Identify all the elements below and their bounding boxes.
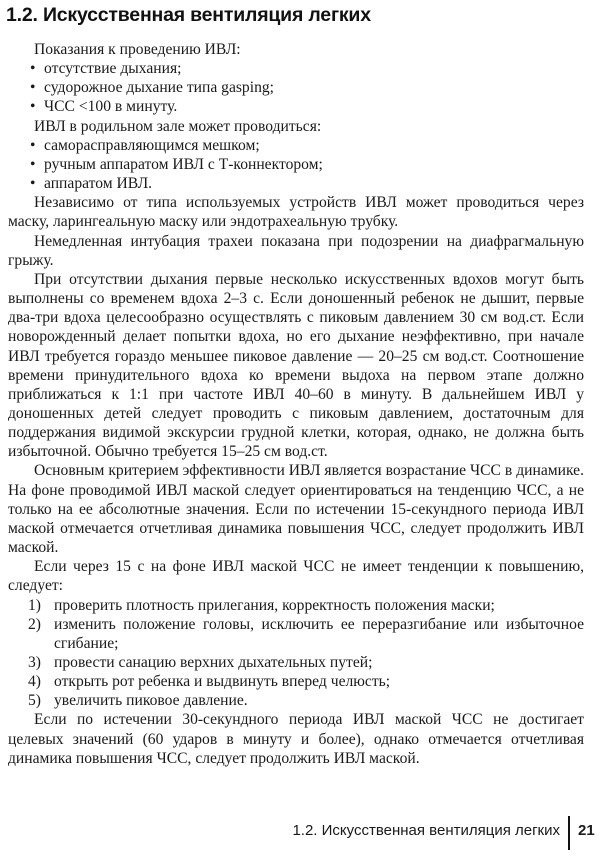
page-number: 21 — [578, 822, 595, 839]
numbered-item: 4) открыть рот ребенка и выдвинуть вперед челюсть; — [28, 673, 391, 691]
indications-title: Показания к проведению ИВЛ: — [34, 41, 241, 58]
paragraph: Независимо от типа используемых устройств ИВЛ может проводиться через маску, ларингеальную маску или эндотрахеальную трубку. — [8, 194, 584, 231]
paragraph: Основным критерием эффективности ИВЛ является возрастание ЧСС в динамике. На фоне проводимой ИВЛ маской следует ориентироваться на тенденцию ЧСС, а не только на ее абсолютные значения. Если по истечении 15-секундного периода ИВЛ маской отмечается отчетливая динамика повышения ЧСС, следует продолжить ИВЛ маской. — [8, 462, 584, 557]
body-text — [8, 40, 584, 768]
footer-divider — [568, 816, 570, 850]
bullet-icon: • — [30, 155, 36, 173]
bullet-icon: • — [30, 98, 36, 116]
paragraph: Если по истечении 30-секундного периода ИВЛ маской ЧСС не достигает целевых значений (60 ударов в минуту и более), однако отмечается отчетливая динамика повышения ЧСС, следует продолжить ИВЛ маской. — [8, 711, 584, 767]
bullet-icon: • — [30, 60, 36, 78]
numbered-item: 1) проверить плотность прилегания, корректность положения маски; — [28, 596, 495, 614]
bullet-item: • саморасправляющимся мешком; — [30, 136, 260, 154]
bullet-item: • аппаратом ИВЛ. — [30, 175, 153, 193]
numbered-item: 3) провести санацию верхних дыхательных путей; — [28, 654, 373, 671]
numbered-item: 5) увеличить пиковое давление. — [28, 692, 248, 710]
running-title: 1.2. Искусственная вентиляция легких — [292, 822, 560, 839]
section-heading: 1.2. Искусственная вентиляция легких — [6, 4, 371, 26]
bullet-item: • отсутствие дыхания; — [30, 60, 182, 78]
numbered-item: 2) изменить положение головы, исключить ее переразгибание или избыточное сгибание; — [28, 615, 584, 652]
page-footer — [0, 816, 604, 850]
paragraph: При отсутствии дыхания первые несколько искусственных вдохов могут быть выполнены со временем вдоха 2–3 с. Если доношенный ребенок не дышит, первые два-три вдоха целесообразно осуществлять с пиковым давлением 30 см вод.ст. Если новорожденный делает попытки вдоха, но его дыхание неэффективно, при начале ИВЛ требуется гораздо меньшее пиковое давление — 20–25 см вод.ст. Соотношение времени принудительного вдоха ко времени выдоха на первом этапе должно приближаться к 1:1 при частоте ИВЛ 40–60 в минуту. В дальнейшем ИВЛ у доношенных детей следует проводить с пиковым давлением, достаточным для поддержания видимой экскурсии грудной клетки, которая, однако, не должна быть избыточной. Обычно требуется 15–25 см вод.ст. — [8, 270, 584, 461]
delivery-title: ИВЛ в родильном зале может проводиться: — [34, 117, 322, 135]
bullet-item: • судорожное дыхание типа gasping; — [30, 79, 274, 97]
bullet-icon: • — [30, 136, 36, 154]
paragraph: Немедленная интубация трахеи показана при подозрении на диафрагмальную грыжу. — [8, 232, 584, 269]
paragraph: Если через 15 с на фоне ИВЛ маской ЧСС не имеет тенденции к повышению, следует: — [8, 558, 584, 595]
bullet-item: • ручным аппаратом ИВЛ с Т-коннектором; — [30, 155, 323, 173]
bullet-item: • ЧСС <100 в минуту. — [30, 98, 178, 116]
bullet-icon: • — [30, 79, 36, 97]
bullet-icon: • — [30, 175, 36, 193]
